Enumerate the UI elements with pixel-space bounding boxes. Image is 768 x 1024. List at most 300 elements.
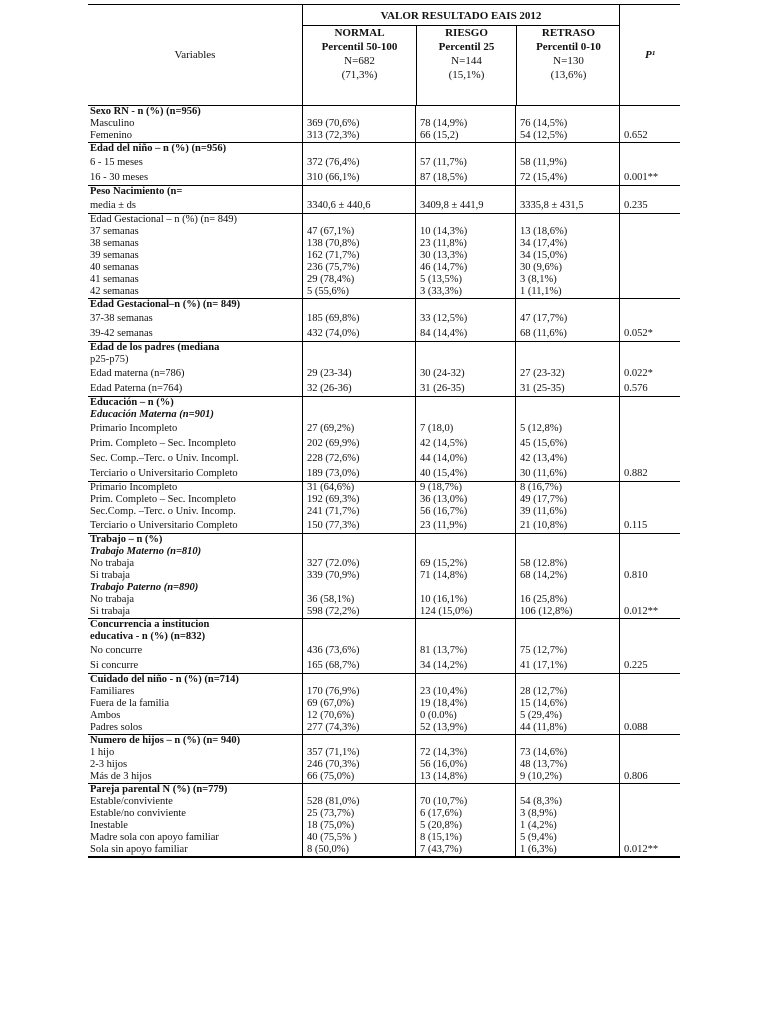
table-section xyxy=(88,106,680,143)
table-section xyxy=(88,214,680,299)
cell-normal xyxy=(302,534,415,546)
cell-normal: 357 (71,1%) xyxy=(302,747,415,759)
cell-p xyxy=(619,397,680,409)
cell-retraso: 49 (17,7%) xyxy=(515,494,619,506)
col-normal xyxy=(303,26,416,105)
cell-p xyxy=(619,118,680,130)
cell-riesgo: 72 (14,3%) xyxy=(415,747,515,759)
row-label: Cuidado del niño - n (%) (n=714) xyxy=(90,674,239,685)
cell-retraso: 68 (11,6%) xyxy=(515,326,619,341)
cell-retraso xyxy=(515,354,619,366)
row-label: Familiares xyxy=(90,686,135,697)
cell-p xyxy=(619,155,680,170)
table-row xyxy=(88,130,680,142)
cell-retraso: 1 (11,1%) xyxy=(515,286,619,298)
row-label: Edad materna (n=786) xyxy=(90,368,185,379)
cell-riesgo: 36 (13,0%) xyxy=(415,494,515,506)
row-label: Edad Gestacional–n (%) (n= 849) xyxy=(90,299,241,310)
cell-retraso: 58 (11,9%) xyxy=(515,155,619,170)
table-row xyxy=(88,436,680,451)
cell-normal: 25 (73,7%) xyxy=(302,808,415,820)
cell-p xyxy=(619,796,680,808)
row-label: Trabajo Materno (n=810) xyxy=(90,546,202,557)
cell-p xyxy=(619,274,680,286)
table-row xyxy=(88,186,680,198)
table-row xyxy=(88,722,680,734)
cell-retraso: 39 (11,6%) xyxy=(515,506,619,518)
cell-normal: 313 (72,3%) xyxy=(302,130,415,142)
cell-retraso xyxy=(515,631,619,643)
cell-normal: 372 (76,4%) xyxy=(302,155,415,170)
table-section xyxy=(88,619,680,674)
col-retraso xyxy=(516,26,620,105)
cell-riesgo: 81 (13,7%) xyxy=(415,643,515,658)
cell-retraso: 13 (18,6%) xyxy=(515,226,619,238)
cell-riesgo: 69 (15,2%) xyxy=(415,558,515,570)
cell-p xyxy=(619,286,680,298)
cell-p xyxy=(619,238,680,250)
row-label: Educación – n (%) xyxy=(90,397,174,408)
cell-normal: 528 (81,0%) xyxy=(302,796,415,808)
cell-retraso xyxy=(515,409,619,421)
table-row xyxy=(88,820,680,832)
table-row xyxy=(88,482,680,494)
cell-normal: 18 (75,0%) xyxy=(302,820,415,832)
cell-riesgo xyxy=(415,534,515,546)
row-label: 42 semanas xyxy=(90,286,139,297)
cell-retraso xyxy=(515,342,619,354)
cell-retraso: 31 (25-35) xyxy=(515,381,619,396)
cell-normal: 192 (69,3%) xyxy=(302,494,415,506)
cell-riesgo xyxy=(415,299,515,311)
cell-p xyxy=(619,186,680,198)
cell-riesgo: 5 (20,8%) xyxy=(415,820,515,832)
cell-normal: 162 (71,7%) xyxy=(302,250,415,262)
row-label: Sec. Comp.–Terc. o Univ. Incompl. xyxy=(90,453,239,464)
cell-retraso: 28 (12,7%) xyxy=(515,686,619,698)
cell-normal xyxy=(302,186,415,198)
cell-retraso xyxy=(515,619,619,631)
cell-riesgo: 57 (11,7%) xyxy=(415,155,515,170)
table-row xyxy=(88,686,680,698)
cell-riesgo xyxy=(415,214,515,226)
cell-riesgo: 0 (0.0%) xyxy=(415,710,515,722)
table-row xyxy=(88,619,680,631)
cell-riesgo: 66 (15,2) xyxy=(415,130,515,142)
table-row xyxy=(88,286,680,298)
cell-normal xyxy=(302,546,415,558)
row-label: Estable/conviviente xyxy=(90,796,173,807)
cell-riesgo: 52 (13,9%) xyxy=(415,722,515,734)
cell-normal xyxy=(302,106,415,118)
table-row xyxy=(88,409,680,421)
table-section xyxy=(88,534,680,619)
cell-normal: 66 (75,0%) xyxy=(302,771,415,783)
cell-retraso: 5 (9,4%) xyxy=(515,832,619,844)
row-label: Terciario o Universitario Completo xyxy=(90,468,238,479)
cell-retraso: 8 (16,7%) xyxy=(515,482,619,494)
cell-normal: 236 (75,7%) xyxy=(302,262,415,274)
cell-riesgo: 33 (12,5%) xyxy=(415,311,515,326)
row-label: Inestable xyxy=(90,820,128,831)
cell-p xyxy=(619,747,680,759)
cell-normal: 327 (72.0%) xyxy=(302,558,415,570)
col-normal-share: (71,3%) xyxy=(341,69,378,81)
cell-p xyxy=(619,311,680,326)
cell-retraso xyxy=(515,186,619,198)
group-header xyxy=(302,5,619,105)
cell-riesgo: 70 (10,7%) xyxy=(415,796,515,808)
table-row xyxy=(88,226,680,238)
cell-p xyxy=(619,686,680,698)
cell-retraso xyxy=(515,143,619,155)
results-table xyxy=(88,4,680,858)
cell-riesgo: 31 (26-35) xyxy=(415,381,515,396)
table-row xyxy=(88,582,680,594)
cell-p xyxy=(619,784,680,796)
cell-retraso xyxy=(515,582,619,594)
cell-riesgo: 9 (18,7%) xyxy=(415,482,515,494)
cell-riesgo xyxy=(415,354,515,366)
row-label: Educación Materna (n=901) xyxy=(90,409,214,420)
cell-p xyxy=(619,582,680,594)
cell-retraso: 45 (15,6%) xyxy=(515,436,619,451)
cell-retraso: 5 (29,4%) xyxy=(515,710,619,722)
cell-retraso: 42 (13,4%) xyxy=(515,451,619,466)
col-retraso-share: (13,6%) xyxy=(550,69,587,81)
cell-retraso: 30 (9,6%) xyxy=(515,262,619,274)
cell-p xyxy=(619,226,680,238)
table-row xyxy=(88,844,680,856)
table-row xyxy=(88,674,680,686)
cell-retraso: 34 (15,0%) xyxy=(515,250,619,262)
row-label: Primario Incompleto xyxy=(90,482,178,493)
cell-normal: 29 (23-34) xyxy=(302,366,415,381)
table-row xyxy=(88,558,680,570)
cell-normal: 138 (70,8%) xyxy=(302,238,415,250)
cell-p: 0.225 xyxy=(619,658,680,673)
cell-normal xyxy=(302,735,415,747)
table-row xyxy=(88,606,680,618)
row-label: Edad del niño – n (%) (n=956) xyxy=(90,143,227,154)
cell-retraso xyxy=(515,735,619,747)
cell-normal xyxy=(302,214,415,226)
cell-normal: 185 (69,8%) xyxy=(302,311,415,326)
cell-retraso xyxy=(515,546,619,558)
row-label: 16 - 30 meses xyxy=(90,172,149,183)
cell-p xyxy=(619,631,680,643)
table-row xyxy=(88,326,680,341)
table-row xyxy=(88,808,680,820)
row-label: Edad Paterna (n=764) xyxy=(90,383,183,394)
table-row xyxy=(88,796,680,808)
table-section xyxy=(88,784,680,857)
cell-riesgo: 3409,8 ± 441,9 xyxy=(415,198,515,213)
cell-retraso xyxy=(515,106,619,118)
cell-retraso: 1 (6,3%) xyxy=(515,844,619,856)
cell-normal: 8 (50,0%) xyxy=(302,844,415,856)
cell-riesgo: 71 (14,8%) xyxy=(415,570,515,582)
cell-p: 0.882 xyxy=(619,466,680,481)
row-label: Más de 3 hijos xyxy=(90,771,152,782)
table-row xyxy=(88,451,680,466)
cell-riesgo: 42 (14,5%) xyxy=(415,436,515,451)
col-riesgo-name: RIESGO xyxy=(445,27,488,39)
cell-p xyxy=(619,143,680,155)
col-normal-name: NORMAL xyxy=(334,27,385,39)
cell-riesgo: 5 (13,5%) xyxy=(415,274,515,286)
table-row xyxy=(88,759,680,771)
cell-riesgo: 7 (18,0) xyxy=(415,421,515,436)
row-label: 6 - 15 meses xyxy=(90,157,143,168)
table-row xyxy=(88,238,680,250)
cell-p xyxy=(619,262,680,274)
row-label: 37-38 semanas xyxy=(90,313,153,324)
table-section xyxy=(88,342,680,397)
cell-riesgo: 78 (14,9%) xyxy=(415,118,515,130)
table-row xyxy=(88,466,680,481)
cell-riesgo xyxy=(415,546,515,558)
row-label: Sec.Comp. –Terc. o Univ. Incomp. xyxy=(90,506,236,517)
row-label: Edad de los padres (mediana xyxy=(90,342,220,353)
table-row xyxy=(88,250,680,262)
cell-riesgo xyxy=(415,631,515,643)
cell-retraso xyxy=(515,299,619,311)
row-label: Masculino xyxy=(90,118,135,129)
cell-p xyxy=(619,354,680,366)
cell-retraso xyxy=(515,534,619,546)
cell-retraso xyxy=(515,397,619,409)
table-row xyxy=(88,366,680,381)
cell-normal xyxy=(302,397,415,409)
cell-retraso: 106 (12,8%) xyxy=(515,606,619,618)
table-row xyxy=(88,710,680,722)
cell-p xyxy=(619,594,680,606)
row-label: Trabajo – n (%) xyxy=(90,534,163,545)
cell-p: 0.652 xyxy=(619,130,680,142)
cell-p xyxy=(619,214,680,226)
table-row xyxy=(88,658,680,673)
cell-normal: 170 (76,9%) xyxy=(302,686,415,698)
cell-p xyxy=(619,409,680,421)
cell-riesgo: 10 (16,1%) xyxy=(415,594,515,606)
cell-p xyxy=(619,710,680,722)
table-row xyxy=(88,698,680,710)
table-section xyxy=(88,482,680,534)
row-label: Ambos xyxy=(90,710,121,721)
cell-riesgo: 56 (16,0%) xyxy=(415,759,515,771)
table-row xyxy=(88,771,680,783)
group-columns xyxy=(303,26,619,105)
cell-retraso: 1 (4,2%) xyxy=(515,820,619,832)
cell-normal xyxy=(302,143,415,155)
cell-p xyxy=(619,506,680,518)
row-label: p25-p75) xyxy=(90,354,129,365)
cell-p xyxy=(619,820,680,832)
cell-riesgo: 30 (24-32) xyxy=(415,366,515,381)
cell-riesgo xyxy=(415,619,515,631)
cell-riesgo xyxy=(415,784,515,796)
cell-normal xyxy=(302,342,415,354)
row-label: Concurrencia a institucion xyxy=(90,619,210,630)
table-row xyxy=(88,832,680,844)
cell-retraso xyxy=(515,674,619,686)
row-label: No trabaja xyxy=(90,558,135,569)
cell-riesgo xyxy=(415,186,515,198)
cell-retraso: 41 (17,1%) xyxy=(515,658,619,673)
cell-normal: 310 (66,1%) xyxy=(302,170,415,185)
cell-riesgo: 56 (16,7%) xyxy=(415,506,515,518)
cell-p xyxy=(619,643,680,658)
cell-p: 0.576 xyxy=(619,381,680,396)
cell-riesgo: 84 (14,4%) xyxy=(415,326,515,341)
cell-normal xyxy=(302,582,415,594)
cell-retraso: 5 (12,8%) xyxy=(515,421,619,436)
row-label: Numero de hijos – n (%) (n= 940) xyxy=(90,735,241,746)
cell-riesgo xyxy=(415,674,515,686)
cell-normal: 277 (74,3%) xyxy=(302,722,415,734)
cell-retraso: 58 (12.8%) xyxy=(515,558,619,570)
table-row xyxy=(88,262,680,274)
cell-riesgo: 7 (43,7%) xyxy=(415,844,515,856)
cell-normal: 246 (70,3%) xyxy=(302,759,415,771)
cell-normal: 32 (26-36) xyxy=(302,381,415,396)
cell-retraso xyxy=(515,214,619,226)
cell-normal: 432 (74,0%) xyxy=(302,326,415,341)
cell-normal: 31 (64,6%) xyxy=(302,482,415,494)
table-row xyxy=(88,784,680,796)
table-row xyxy=(88,421,680,436)
cell-normal: 69 (67,0%) xyxy=(302,698,415,710)
cell-p xyxy=(619,619,680,631)
col-normal-n: N=682 xyxy=(344,55,375,67)
table-row xyxy=(88,518,680,533)
row-label: educativa - n (%) (n=832) xyxy=(90,631,206,642)
cell-normal: 36 (58,1%) xyxy=(302,594,415,606)
table-row xyxy=(88,534,680,546)
col-riesgo-share: (15,1%) xyxy=(448,69,485,81)
cell-normal: 47 (67,1%) xyxy=(302,226,415,238)
col-retraso-name: RETRASO xyxy=(541,27,596,39)
cell-retraso: 27 (23-32) xyxy=(515,366,619,381)
table-row xyxy=(88,494,680,506)
cell-retraso: 15 (14,6%) xyxy=(515,698,619,710)
row-label: Femenino xyxy=(90,130,132,141)
row-label: Edad Gestacional – n (%) (n= 849) xyxy=(90,214,238,225)
cell-normal: 27 (69,2%) xyxy=(302,421,415,436)
cell-normal xyxy=(302,674,415,686)
cell-retraso: 54 (12,5%) xyxy=(515,130,619,142)
p-header: P¹ xyxy=(619,5,680,105)
cell-riesgo xyxy=(415,106,515,118)
cell-riesgo: 23 (11,8%) xyxy=(415,238,515,250)
cell-p xyxy=(619,534,680,546)
table-row xyxy=(88,143,680,155)
cell-riesgo: 46 (14,7%) xyxy=(415,262,515,274)
cell-p: 0.022* xyxy=(619,366,680,381)
cell-normal: 202 (69,9%) xyxy=(302,436,415,451)
col-retraso-pct: Percentil 0-10 xyxy=(536,41,601,53)
row-label: Pareja parental N (%) (n=779) xyxy=(90,784,228,795)
group-title: VALOR RESULTADO EAIS 2012 xyxy=(303,5,619,26)
row-label: Si trabaja xyxy=(90,570,130,581)
table-section xyxy=(88,674,680,735)
cell-normal: 189 (73,0%) xyxy=(302,466,415,481)
cell-p xyxy=(619,808,680,820)
cell-riesgo: 19 (18,4%) xyxy=(415,698,515,710)
row-label: 39-42 semanas xyxy=(90,328,153,339)
cell-p: 0.115 xyxy=(619,518,680,533)
cell-p xyxy=(619,494,680,506)
table-header xyxy=(88,5,680,106)
cell-riesgo: 6 (17,6%) xyxy=(415,808,515,820)
col-riesgo xyxy=(416,26,516,105)
table-section xyxy=(88,299,680,342)
cell-retraso: 3 (8,9%) xyxy=(515,808,619,820)
cell-p: 0.088 xyxy=(619,722,680,734)
cell-retraso: 3335,8 ± 431,5 xyxy=(515,198,619,213)
cell-p xyxy=(619,250,680,262)
cell-normal: 228 (72,6%) xyxy=(302,451,415,466)
cell-normal: 5 (55,6%) xyxy=(302,286,415,298)
cell-p xyxy=(619,299,680,311)
table-row xyxy=(88,381,680,396)
cell-riesgo: 34 (14,2%) xyxy=(415,658,515,673)
table-section xyxy=(88,143,680,186)
cell-retraso: 3 (8,1%) xyxy=(515,274,619,286)
cell-p xyxy=(619,106,680,118)
row-label: Madre sola con apoyo familiar xyxy=(90,832,219,843)
table-row xyxy=(88,570,680,582)
cell-retraso: 72 (15,4%) xyxy=(515,170,619,185)
cell-p: 0.012** xyxy=(619,844,680,856)
row-label: Si concurre xyxy=(90,660,139,671)
cell-riesgo xyxy=(415,582,515,594)
cell-normal: 40 (75,5% ) xyxy=(302,832,415,844)
row-label: Sola sin apoyo familiar xyxy=(90,844,188,855)
cell-retraso: 34 (17,4%) xyxy=(515,238,619,250)
row-label: No trabaja xyxy=(90,594,135,605)
row-label: Si trabaja xyxy=(90,606,130,617)
cell-normal: 339 (70,9%) xyxy=(302,570,415,582)
row-label: 37 semanas xyxy=(90,226,139,237)
cell-normal: 165 (68,7%) xyxy=(302,658,415,673)
row-label: 41 semanas xyxy=(90,274,139,285)
cell-p xyxy=(619,421,680,436)
cell-p xyxy=(619,451,680,466)
row-label: Fuera de la familia xyxy=(90,698,170,709)
variables-header: Variables xyxy=(174,49,216,61)
cell-riesgo: 124 (15,0%) xyxy=(415,606,515,618)
cell-normal xyxy=(302,784,415,796)
cell-retraso: 21 (10,8%) xyxy=(515,518,619,533)
cell-riesgo: 8 (15,1%) xyxy=(415,832,515,844)
cell-p xyxy=(619,342,680,354)
cell-p xyxy=(619,674,680,686)
row-label: No concurre xyxy=(90,645,143,656)
cell-retraso: 47 (17,7%) xyxy=(515,311,619,326)
cell-retraso xyxy=(515,784,619,796)
table-row xyxy=(88,342,680,354)
cell-p xyxy=(619,735,680,747)
row-label: 39 semanas xyxy=(90,250,139,261)
table-section xyxy=(88,735,680,784)
table-row xyxy=(88,198,680,213)
table-section xyxy=(88,186,680,214)
cell-normal: 598 (72,2%) xyxy=(302,606,415,618)
cell-riesgo xyxy=(415,397,515,409)
cell-p xyxy=(619,546,680,558)
